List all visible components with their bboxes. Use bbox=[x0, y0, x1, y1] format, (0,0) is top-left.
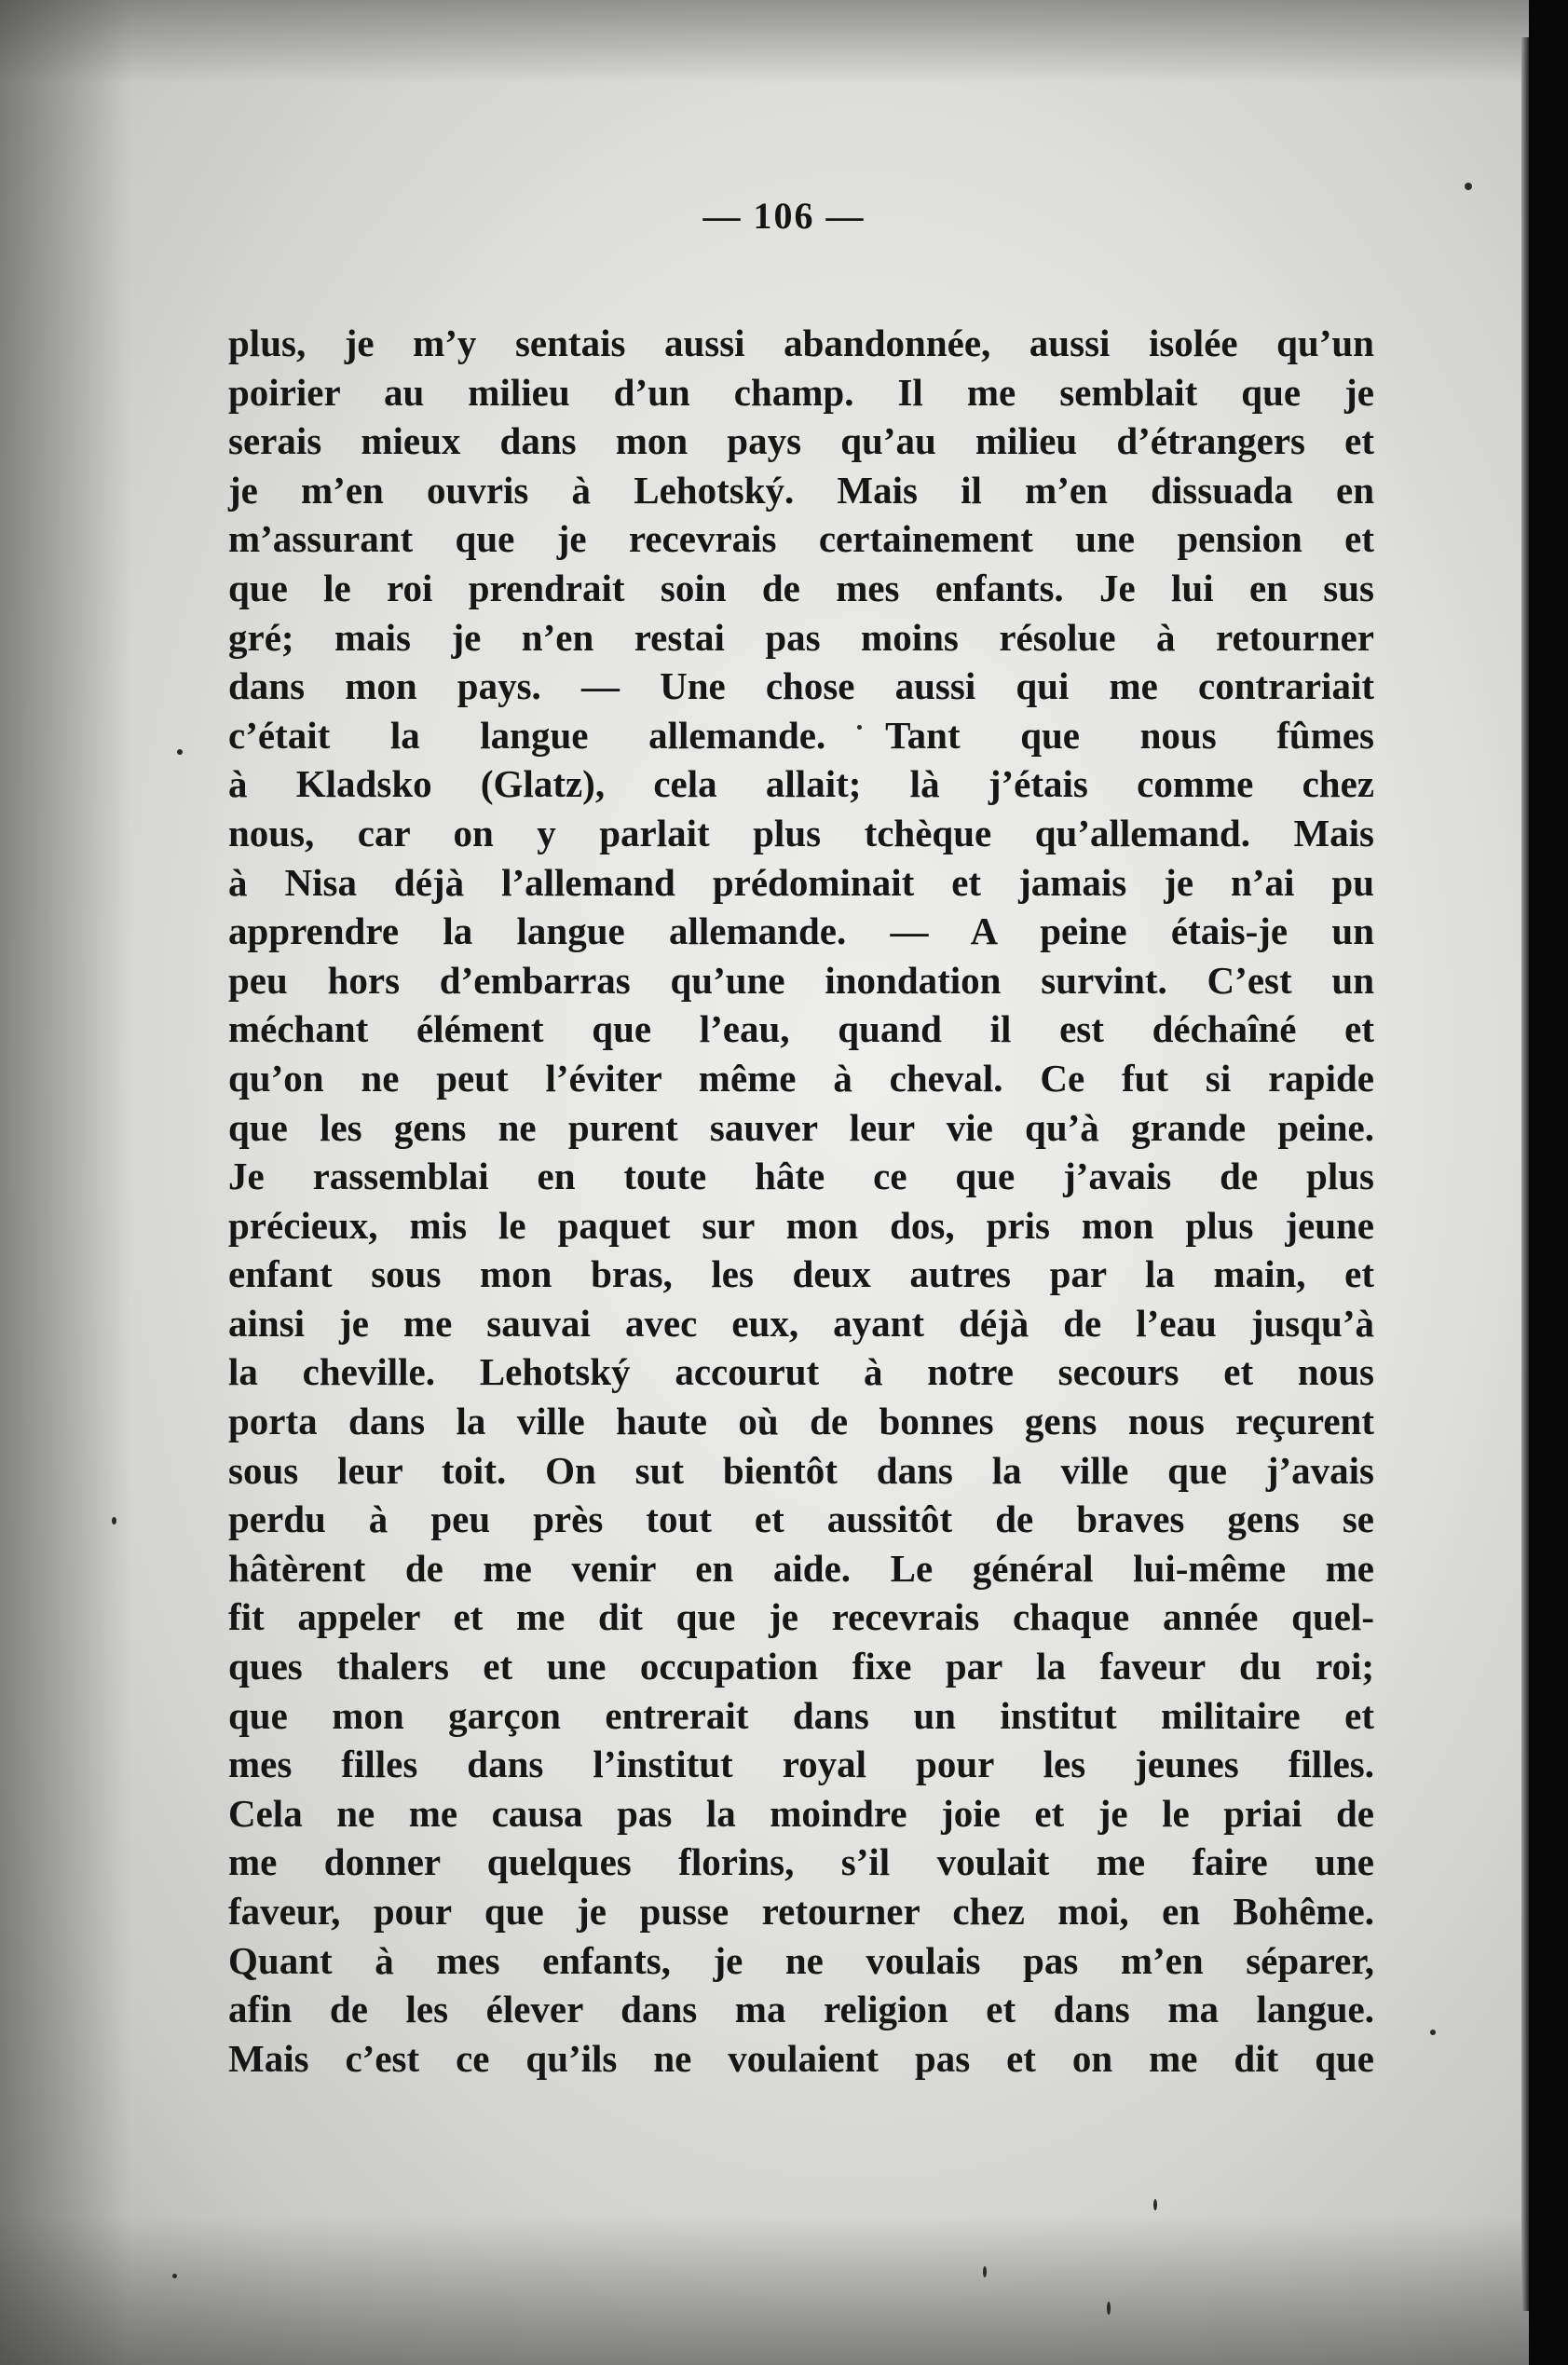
scan-speck bbox=[177, 749, 183, 755]
text-line: mes filles dans l’institut royal pour les jeunes filles. bbox=[228, 1743, 1374, 1786]
scan-speck bbox=[1430, 2030, 1436, 2035]
text-line: à Kladsko (Glatz), cela allait; là j’étais comme chez bbox=[228, 762, 1374, 806]
text-line: poirier au milieu d’un champ. Il me semblait que je bbox=[228, 370, 1374, 414]
text-line: serais mieux dans mon pays qu’au milieu d’étrangers et bbox=[228, 419, 1374, 463]
text-line: qu’on ne peut l’éviter même à cheval. Ce fut si rapide bbox=[228, 1056, 1374, 1100]
text-line: à Nisa déjà l’allemand prédominait et jamais je n’ai pu bbox=[228, 860, 1374, 904]
text-line: la cheville. Lehotský accourut à notre secours et nous bbox=[228, 1350, 1374, 1394]
text-line: sous leur toit. On sut bientôt dans la ville que j’avais bbox=[228, 1448, 1374, 1492]
text-line: méchant élément que l’eau, quand il est déchaîné et bbox=[228, 1007, 1374, 1051]
scan-speck bbox=[1465, 183, 1472, 190]
text-line: porta dans la ville haute où de bonnes gens nous reçurent bbox=[228, 1400, 1374, 1443]
text-line: Cela ne me causa pas la moindre joie et je le priai de bbox=[228, 1791, 1374, 1835]
scan-speck bbox=[1153, 2199, 1157, 2210]
text-line: hâtèrent de me venir en aide. Le général lui-même me bbox=[228, 1546, 1374, 1590]
text-line: plus, je m’y sentais aussi abandonnée, aussi isolée qu’un bbox=[228, 321, 1374, 364]
book-binding-edge bbox=[1529, 0, 1568, 2365]
text-line: nous, car on y parlait plus tchèque qu’allemand. Mais bbox=[228, 811, 1374, 854]
bottom-edge-shadow bbox=[0, 2216, 1568, 2365]
scan-speck bbox=[172, 2274, 177, 2278]
text-line: m’assurant que je recevrais certainement une pension et bbox=[228, 517, 1374, 561]
scan-speck bbox=[112, 1517, 116, 1524]
body-text bbox=[228, 319, 1374, 2083]
left-edge-shadow bbox=[0, 0, 130, 2365]
text-line: enfant sous mon bras, les deux autres par la main, et bbox=[228, 1252, 1374, 1296]
text-line: peu hors d’embarras qu’une inondation survint. C’est un bbox=[228, 958, 1374, 1002]
scan-speck bbox=[1107, 2302, 1111, 2315]
text-line: dans mon pays. — Une chose aussi qui me contrariait bbox=[228, 664, 1374, 708]
text-line: ainsi je me sauvai avec eux, ayant déjà de l’eau jusqu’à bbox=[228, 1301, 1374, 1345]
text-line: apprendre la langue allemande. — A peine étais-je un bbox=[228, 909, 1374, 953]
text-line: que mon garçon entrerait dans un institut militaire et bbox=[228, 1693, 1374, 1737]
text-line: précieux, mis le paquet sur mon dos, pris mon plus jeune bbox=[228, 1203, 1374, 1247]
text-line: afin de les élever dans ma religion et dans ma langue. bbox=[228, 1988, 1374, 2031]
text-line: je m’en ouvris à Lehotský. Mais il m’en dissuada en bbox=[228, 468, 1374, 512]
text-line: Je rassemblai en toute hâte ce que j’avais de plus bbox=[228, 1155, 1374, 1198]
binding-gutter-line bbox=[1521, 37, 1529, 2311]
text-line: perdu à peu près tout et aussitôt de braves gens se bbox=[228, 1497, 1374, 1541]
text-line: me donner quelques florins, s’il voulait me faire une bbox=[228, 1840, 1374, 1884]
text-line: Mais c’est ce qu’ils ne voulaient pas et on me dit que bbox=[228, 2036, 1374, 2080]
text-line: ques thalers et une occupation fixe par la faveur du roi; bbox=[228, 1645, 1374, 1688]
text-line: que le roi prendrait soin de mes enfants. Je lui en sus bbox=[228, 566, 1374, 609]
text-line: Quant à mes enfants, je ne voulais pas m’en séparer, bbox=[228, 1938, 1374, 1982]
text-line: fit appeler et me dit que je recevrais chaque année quel- bbox=[228, 1595, 1374, 1639]
text-line: gré; mais je n’en restai pas moins résolue à retourner bbox=[228, 615, 1374, 659]
scan-speck bbox=[983, 2266, 987, 2277]
text-line: c’était la langue allemande. Tant que nous fûmes bbox=[228, 713, 1374, 757]
top-edge-shadow bbox=[0, 0, 1568, 84]
page-number: — 106 — bbox=[702, 195, 866, 237]
text-line: que les gens ne purent sauver leur vie qu’à grande peine. bbox=[228, 1105, 1374, 1149]
text-line: faveur, pour que je pusse retourner chez moi, en Bohême. bbox=[228, 1890, 1374, 1933]
